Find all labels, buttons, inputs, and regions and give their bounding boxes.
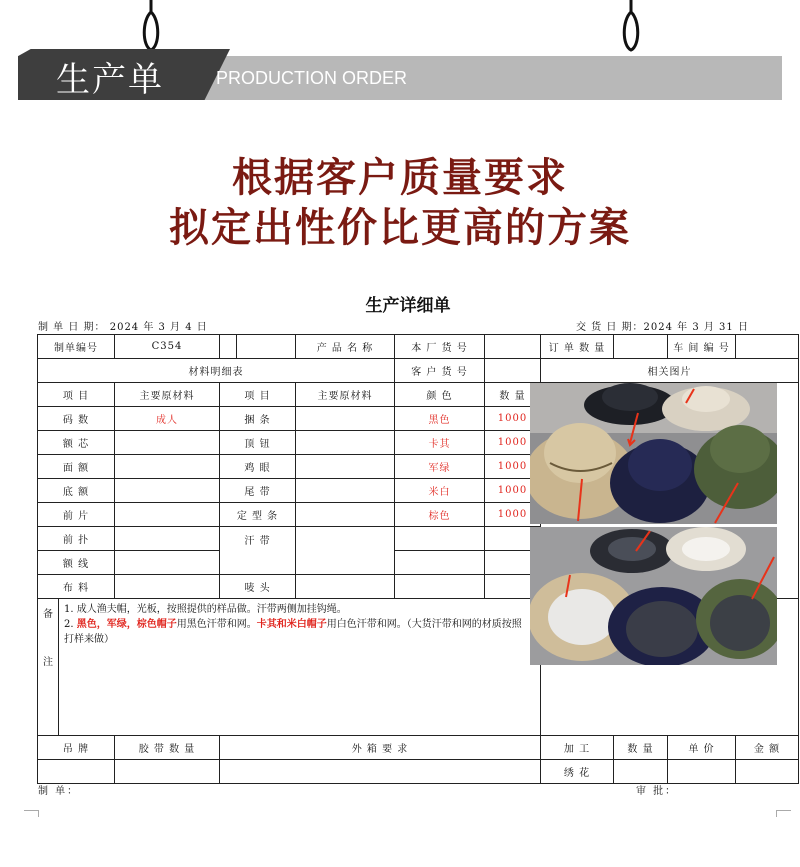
tape-qty-label: 胶 带 数 量 [115,736,220,760]
color-khaki: 卡其 [395,431,485,455]
processing-label: 加 工 [541,736,614,760]
corner-mark-left [24,810,39,817]
item-bottom: 底 额 [38,479,115,503]
header-color: 颜 色 [395,383,485,407]
hang-loop-left [140,0,162,56]
item-shaping-strip: 定 型 条 [220,503,296,527]
color-brown: 棕色 [395,503,485,527]
qty-army-green: 1000 [485,455,541,479]
workshop-label: 车 间 编 号 [668,335,736,359]
item-sweatband: 汗 带 [220,527,296,575]
color-black: 黑色 [395,407,485,431]
headline-line-2: 拟定出性价比更高的方案 [169,205,631,251]
color-off-white: 米白 [395,479,485,503]
material-detail-heading: 材料明细表 [38,359,395,383]
delivery-date: 交 货 日 期：2024 年 3 月 31 日 [576,322,749,333]
qty-khaki: 1000 [485,431,541,455]
item-binding: 捆 条 [220,407,296,431]
order-date: 制 单 日 期： 2024 年 3 月 4 日 [38,322,208,333]
item-face: 面 额 [38,455,115,479]
document-title: 生产详细单 [365,296,451,316]
header-item-2: 项 目 [220,383,296,407]
embroidery-label: 绣 花 [541,760,614,784]
approver-label: 审 批： [636,786,678,797]
color-army-green: 军绿 [395,455,485,479]
item-fabric: 布 料 [38,575,115,599]
remarks-label-2: 注 [43,657,54,668]
hat-photo-outside [530,383,777,524]
order-no-label: 制单编号 [38,335,115,359]
item-core: 额 芯 [38,431,115,455]
bottom-qty-label: 数 量 [614,736,668,760]
remark-1: 1. 成人渔夫帽，光板，按照提供的样品做。汗带两侧加挂钩绳。 [64,604,347,615]
item-seam-line: 额 线 [38,551,115,575]
header-main-material-2: 主要原材料 [296,383,395,407]
qty-black: 1000 [485,407,541,431]
hang-loop-right [620,0,642,56]
hat-photo-inside [530,527,777,665]
product-name-label: 产 品 名 称 [296,335,395,359]
item-eyelet: 鸡 眼 [220,455,296,479]
related-photos-heading: 相关图片 [541,359,799,383]
banner-title: 生产单 [56,60,164,100]
order-qty-label: 订 单 数 量 [541,335,614,359]
material-adult: 成人 [115,407,220,431]
headline-line-1: 根据客户质量要求 [232,155,568,201]
item-size: 码 数 [38,407,115,431]
customer-no-label: 客 户 货 号 [395,359,485,383]
qty-brown: 1000 [485,503,541,527]
header-main-material: 主要原材料 [115,383,220,407]
item-front-pu: 前 扑 [38,527,115,551]
item-top-button: 顶 钮 [220,431,296,455]
factory-no-label: 本 厂 货 号 [395,335,485,359]
remarks-text [60,599,528,650]
banner-subtitle: PRODUCTION ORDER [216,68,408,88]
qty-off-white: 1000 [485,479,541,503]
maker-label: 制 单： [38,786,80,797]
item-front-panel: 前 片 [38,503,115,527]
item-tail-band: 尾 带 [220,479,296,503]
item-label: 唛 头 [220,575,296,599]
header-item: 项 目 [38,383,115,407]
amount-label: 金 额 [736,736,799,760]
remark-2: 2. 黑色，军绿，棕色帽子用黑色汗带和网。卡其和米白帽子用白色汗带和网。（大货汗带和网的材质按照打样来做） [64,619,522,645]
carton-req-label: 外 箱 要 求 [220,736,541,760]
header-qty: 数 量 [485,383,541,407]
hang-tag-label: 吊 牌 [38,736,115,760]
unit-price-label: 单 价 [668,736,736,760]
remarks-row [38,599,541,736]
order-no-value: C354 [115,335,220,359]
remarks-label-1: 备 [43,609,54,620]
corner-mark-right [776,810,791,817]
